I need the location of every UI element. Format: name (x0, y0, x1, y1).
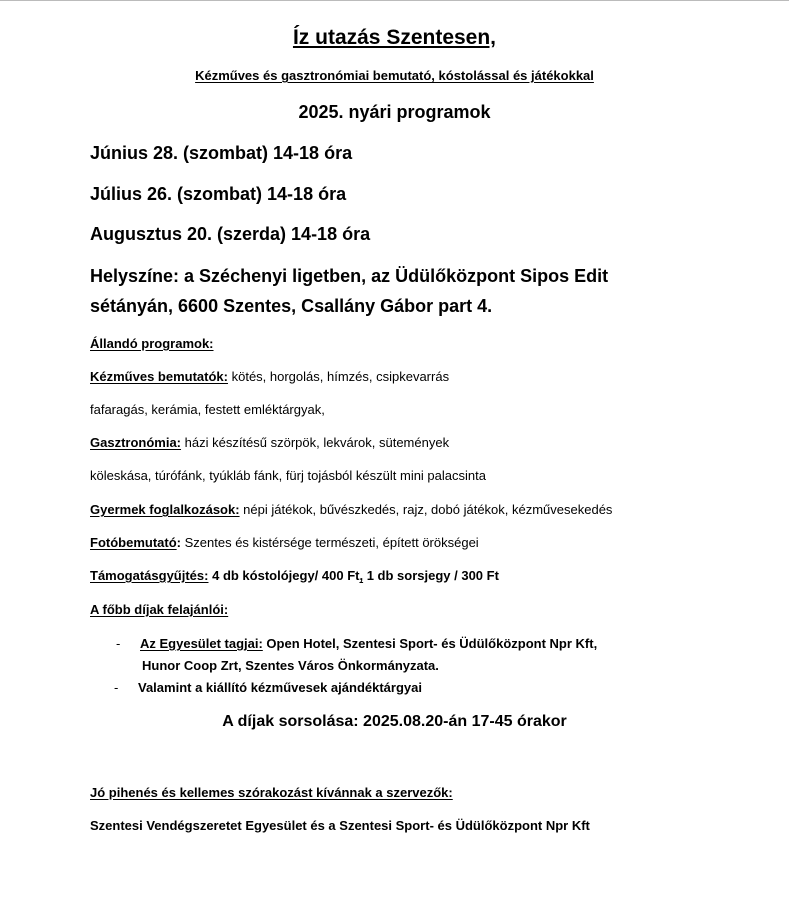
top-border (0, 0, 789, 1)
bullet-item-1-label: Az Egyesület tagjai: (140, 636, 263, 651)
gastro-continuation: köleskása, túrófánk, tyúkláb fánk, fürj tojásból készült mini palacsinta (90, 468, 486, 483)
season-heading: 2025. nyári programok (298, 102, 491, 122)
crafts-text: kötés, horgolás, hímzés, csipkevarrás (227, 369, 450, 384)
bullet-item-1-text: Open Hotel, Szentesi Sport- és Üdülőközpont Npr Kft, (262, 636, 598, 651)
bullet-dash-2: - (114, 680, 119, 695)
crafts-label: Kézműves bemutatók: (90, 369, 228, 384)
bullet-item-1-continuation: Hunor Coop Zrt, Szentes Város Önkormányzata. (142, 658, 439, 673)
crafts-continuation: fafaragás, kerámia, festett emléktárgyak, (90, 402, 325, 417)
bullet-item-1 (140, 636, 597, 651)
bullet-dash-1: - (116, 636, 121, 651)
photo-text: Szentes és kistérsége természeti, épített örökségei (181, 535, 479, 550)
support-comma: , (359, 568, 364, 583)
support-part-2: 1 db sorsjegy / 300 Ft (363, 568, 499, 583)
prizes-heading: A főbb díjak felajánlói: (90, 602, 229, 617)
gastro-line (90, 435, 449, 450)
page-subtitle: Kézműves és gasztronómiai bemutató, kóstolással és játékokkal (195, 68, 594, 83)
kids-text: népi játékok, bűvészkedés, rajz, dobó játékok, kézművesekedés (239, 502, 613, 517)
bullet-item-2: Valamint a kiállító kézművesek ajándéktárgyai (138, 680, 422, 695)
permanent-programs-heading: Állandó programok: (90, 336, 214, 351)
gastro-text: házi készítésű szörpök, lekvárok, sütemények (181, 435, 450, 450)
kids-line (90, 502, 612, 517)
kids-label: Gyermek foglalkozások: (90, 502, 240, 517)
photo-line (90, 535, 479, 550)
page-title: Íz utazás Szentesen, (292, 26, 497, 49)
support-line (90, 568, 499, 583)
organizers-line: Szentesi Vendégszeretet Egyesület és a Szentesi Sport- és Üdülőközpont Npr Kft (90, 818, 590, 833)
venue-line-2: sétányán, 6600 Szentes, Csallány Gábor part 4. (90, 296, 493, 316)
crafts-line (90, 369, 449, 384)
photo-label: Fotóbemutató (90, 535, 177, 550)
venue-line-1: Helyszíne: a Széchenyi ligetben, az Üdülőközpont Sipos Edit (90, 266, 609, 286)
photo-colon: : (176, 535, 181, 550)
date-july: Július 26. (szombat) 14-18 óra (90, 184, 347, 204)
date-june: Június 28. (szombat) 14-18 óra (90, 143, 353, 163)
support-label: Támogatásgyűjtés: (90, 568, 209, 583)
support-part-1: 4 db kóstolójegy/ 400 Ft (208, 568, 360, 583)
closing-greeting: Jó pihenés és kellemes szórakozást kívánnak a szervezők: (90, 785, 453, 800)
gastro-label: Gasztronómia: (90, 435, 182, 450)
date-august: Augusztus 20. (szerda) 14-18 óra (90, 224, 371, 244)
prize-draw-notice: A díjak sorsolása: 2025.08.20-án 17-45 órakor (222, 713, 567, 730)
